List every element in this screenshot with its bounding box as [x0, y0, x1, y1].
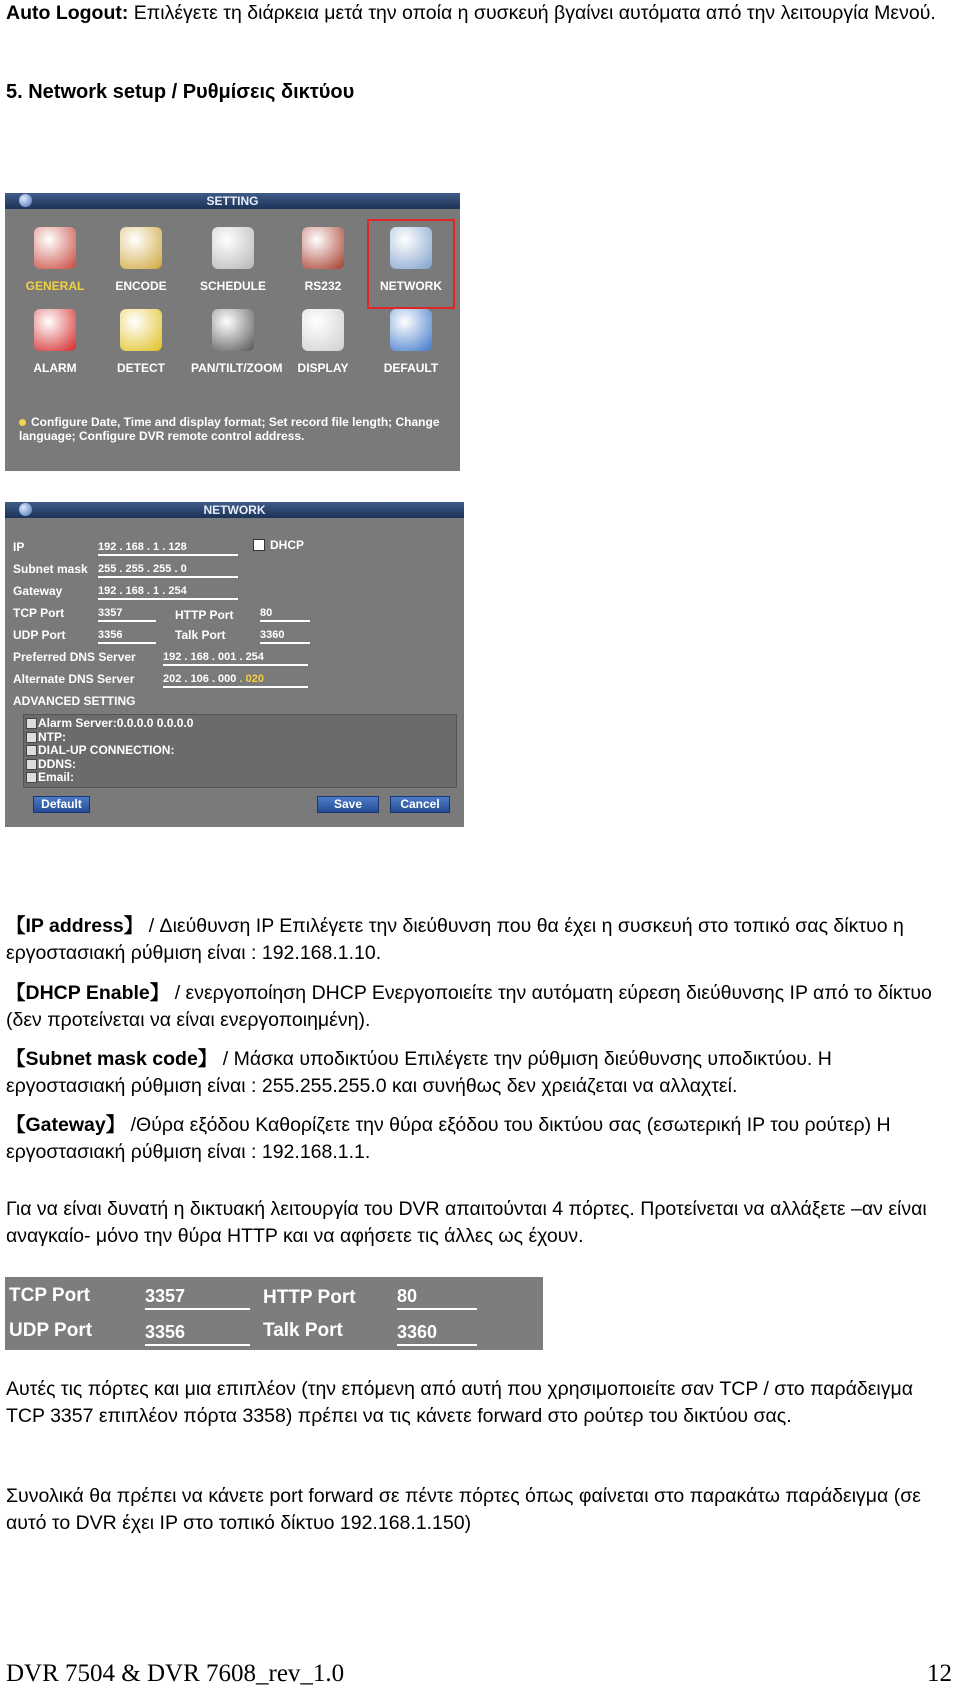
- tile-label: DISPLAY: [297, 361, 349, 375]
- http-port-field[interactable]: 80: [260, 606, 310, 622]
- dhcp-checkbox[interactable]: [253, 539, 265, 551]
- gateway-field[interactable]: 192 . 168 . 1 . 254: [98, 584, 238, 600]
- ip-address-title: 【IP address】: [6, 915, 144, 937]
- network-screenshot: [5, 502, 464, 827]
- setting-title: SETTING: [206, 194, 259, 208]
- advanced-item-label: NTP:: [38, 729, 66, 744]
- setting-title-bar: [5, 193, 460, 209]
- strip-http-label: HTTP Port: [263, 1287, 356, 1308]
- dhcp-title: 【DHCP Enable】: [6, 982, 170, 1004]
- alternate-dns-field[interactable]: 202 . 106 . 000 . 020: [163, 672, 308, 688]
- strip-udp-label: UDP Port: [9, 1320, 93, 1341]
- advanced-item-checkbox[interactable]: [26, 745, 37, 756]
- tile-alarm[interactable]: [13, 303, 97, 389]
- gateway-text: /Θύρα εξόδου Καθορίζετε την θύρα εξόδου του δικτύου σας (εσωτερική IP του ρούτερ) Η εργοστασιακή ρύθμιση είναι : 192.168.1.1.: [6, 1114, 891, 1163]
- footer-title: DVR 7504 & DVR 7608_rev_1.0: [6, 1660, 345, 1687]
- tile-label: DETECT: [117, 361, 165, 375]
- network-title: NETWORK: [203, 503, 266, 517]
- ip-address-text: / Διεύθυνση IP Επιλέγετε την διεύθυνση που θα έχει η συσκευή στο τοπικό σας δίκτυο η εργοστασιακή ρύθμιση είναι : 192.168.1.10.: [6, 915, 904, 964]
- auto-logout-label: Auto Logout:: [6, 2, 129, 24]
- strip-talk-value: 3360: [397, 1322, 477, 1346]
- clipboard-check-icon: [34, 227, 76, 269]
- tile-label: ALARM: [33, 361, 77, 375]
- alternate-dns-label: Alternate DNS Server: [13, 672, 135, 686]
- tile-pan-tilt-zoom[interactable]: [191, 303, 283, 389]
- advanced-item-label: DIAL-UP CONNECTION:: [38, 743, 175, 757]
- subnet-label: Subnet mask: [13, 562, 88, 576]
- advanced-item-checkbox[interactable]: [26, 759, 37, 770]
- strip-udp-value: 3356: [145, 1322, 250, 1346]
- film-icon: [120, 227, 162, 269]
- motion-figure-icon: [120, 309, 162, 351]
- udp-port-label: UDP Port: [13, 628, 66, 642]
- dhcp-paragraph: [6, 980, 954, 1034]
- tile-encode[interactable]: [99, 221, 183, 307]
- advanced-item-checkbox[interactable]: [26, 732, 37, 743]
- subnet-field[interactable]: 255 . 255 . 255 . 0: [98, 562, 238, 578]
- talk-port-field[interactable]: 3360: [260, 628, 310, 644]
- network-title-bar: [5, 502, 464, 518]
- advanced-item-label: Email:: [38, 770, 75, 784]
- tile-rs232[interactable]: [281, 221, 365, 307]
- ports-strip: [5, 1277, 543, 1350]
- tile-default[interactable]: [369, 303, 453, 389]
- strip-http-value: 80: [397, 1286, 477, 1310]
- globe-icon: [390, 227, 432, 269]
- tile-label: RS232: [304, 279, 342, 293]
- tile-general[interactable]: [13, 221, 97, 307]
- subnet-title: 【Subnet mask code】: [6, 1048, 218, 1070]
- globe-icon: [19, 194, 32, 207]
- ip-label: IP: [13, 540, 25, 554]
- gateway-label: Gateway: [13, 584, 63, 598]
- http-port-label: HTTP Port: [175, 608, 234, 622]
- section-heading: 5. Network setup / Ρυθμίσεις δικτύου: [6, 81, 355, 103]
- tile-label: PAN/TILT/ZOOM: [191, 361, 283, 375]
- dhcp-text: / ενεργοποίηση DHCP Ενεργοποιείτε την αυτόματη εύρεση διεύθυνσης IP από το δίκτυο (δεν προτείνεται να είναι ενεργοποιημένη).: [6, 982, 932, 1031]
- tile-network[interactable]: [369, 221, 453, 307]
- save-button[interactable]: Save: [317, 796, 379, 813]
- siren-icon: [34, 309, 76, 351]
- preferred-dns-field[interactable]: 192 . 168 . 001 . 254: [163, 650, 308, 666]
- strip-tcp-label: TCP Port: [9, 1285, 90, 1306]
- advanced-settings-list: [23, 714, 457, 788]
- advanced-item-label: DDNS:: [38, 756, 76, 771]
- default-button[interactable]: Default: [33, 796, 90, 813]
- dhcp-label: DHCP: [270, 538, 305, 552]
- tile-display[interactable]: [281, 303, 365, 389]
- strip-talk-label: Talk Port: [263, 1320, 343, 1341]
- tile-label: GENERAL: [25, 279, 85, 293]
- refresh-icon: [390, 309, 432, 351]
- gateway-paragraph: [6, 1112, 954, 1166]
- bulb-icon: [19, 419, 26, 426]
- ip-field[interactable]: 192 . 168 . 1 . 128: [98, 540, 238, 556]
- auto-logout-paragraph: [6, 0, 954, 27]
- setting-hint: [19, 415, 449, 443]
- setting-screenshot: [5, 193, 460, 471]
- setting-hint-text: Configure Date, Time and display format; Set record file length; Change language; Configure DVR remote control address.: [19, 415, 440, 443]
- camera-icon: [212, 309, 254, 351]
- tile-detect[interactable]: [99, 303, 183, 389]
- forward-paragraph: Συνολικά θα πρέπει να κάνετε port forward σε πέντε πόρτες όπως φαίνεται στο παρακάτω παράδειγμα (σε αυτό το DVR έχει IP στο τοπικό δίκτυο 192.168.1.150): [6, 1485, 921, 1534]
- globe-icon: [19, 503, 32, 516]
- tile-label: SCHEDULE: [199, 279, 266, 293]
- clock-icon: [212, 227, 254, 269]
- monitor-icon: [302, 309, 344, 351]
- udp-port-field[interactable]: 3356: [98, 628, 156, 644]
- tile-label: NETWORK: [380, 279, 442, 293]
- subnet-paragraph: [6, 1046, 954, 1100]
- ports-intro-paragraph: Για να είναι δυνατή η δικτυακή λειτουργία του DVR απαιτούνται 4 πόρτες. Προτείνεται να αλλάξετε –αν είναι αναγκαίο- μόνο την θύρα HTTP και να αφήσετε τις άλλες ως έχουν.: [6, 1198, 927, 1247]
- tile-label: DEFAULT: [383, 361, 439, 375]
- page-number: 12: [927, 1660, 952, 1687]
- tile-schedule[interactable]: [191, 221, 275, 307]
- advanced-setting-label: ADVANCED SETTING: [13, 694, 136, 708]
- gears-icon: [302, 227, 344, 269]
- talk-port-label: Talk Port: [175, 628, 226, 642]
- advanced-item-checkbox[interactable]: [26, 718, 37, 729]
- tcp-port-label: TCP Port: [13, 606, 65, 620]
- advanced-item-checkbox[interactable]: [26, 772, 37, 783]
- cancel-button[interactable]: Cancel: [390, 796, 450, 813]
- tcp-port-field[interactable]: 3357: [98, 606, 156, 622]
- tile-label: ENCODE: [115, 279, 167, 293]
- ports-extra-paragraph: Αυτές τις πόρτες και μια επιπλέον (την επόμενη από αυτή που χρησιμοποιείτε σαν TCP / στο παράδειγμα TCP 3357 επιπλέον πόρτα 3358) πρέπει να τις κάνετε forward στο ρούτερ του δικτύου σας.: [6, 1378, 913, 1427]
- subnet-text: / Μάσκα υποδικτύου Επιλέγετε την ρύθμιση διεύθυνσης υποδικτύου. Η εργοστασιακή ρύθμιση είναι : 255.255.255.0 και συνήθως δεν χρειάζεται να αλλαχτεί.: [6, 1048, 832, 1097]
- preferred-dns-label: Preferred DNS Server: [13, 650, 136, 664]
- strip-tcp-value: 3357: [145, 1286, 250, 1310]
- ip-address-paragraph: [6, 913, 954, 967]
- advanced-item-label: Alarm Server:0.0.0.0 0.0.0.0: [38, 716, 194, 730]
- auto-logout-text: Επιλέγετε τη διάρκεια μετά την οποία η συσκευή βγαίνει αυτόματα από την λειτουργία Μενού.: [133, 2, 936, 24]
- gateway-title: 【Gateway】: [6, 1114, 126, 1136]
